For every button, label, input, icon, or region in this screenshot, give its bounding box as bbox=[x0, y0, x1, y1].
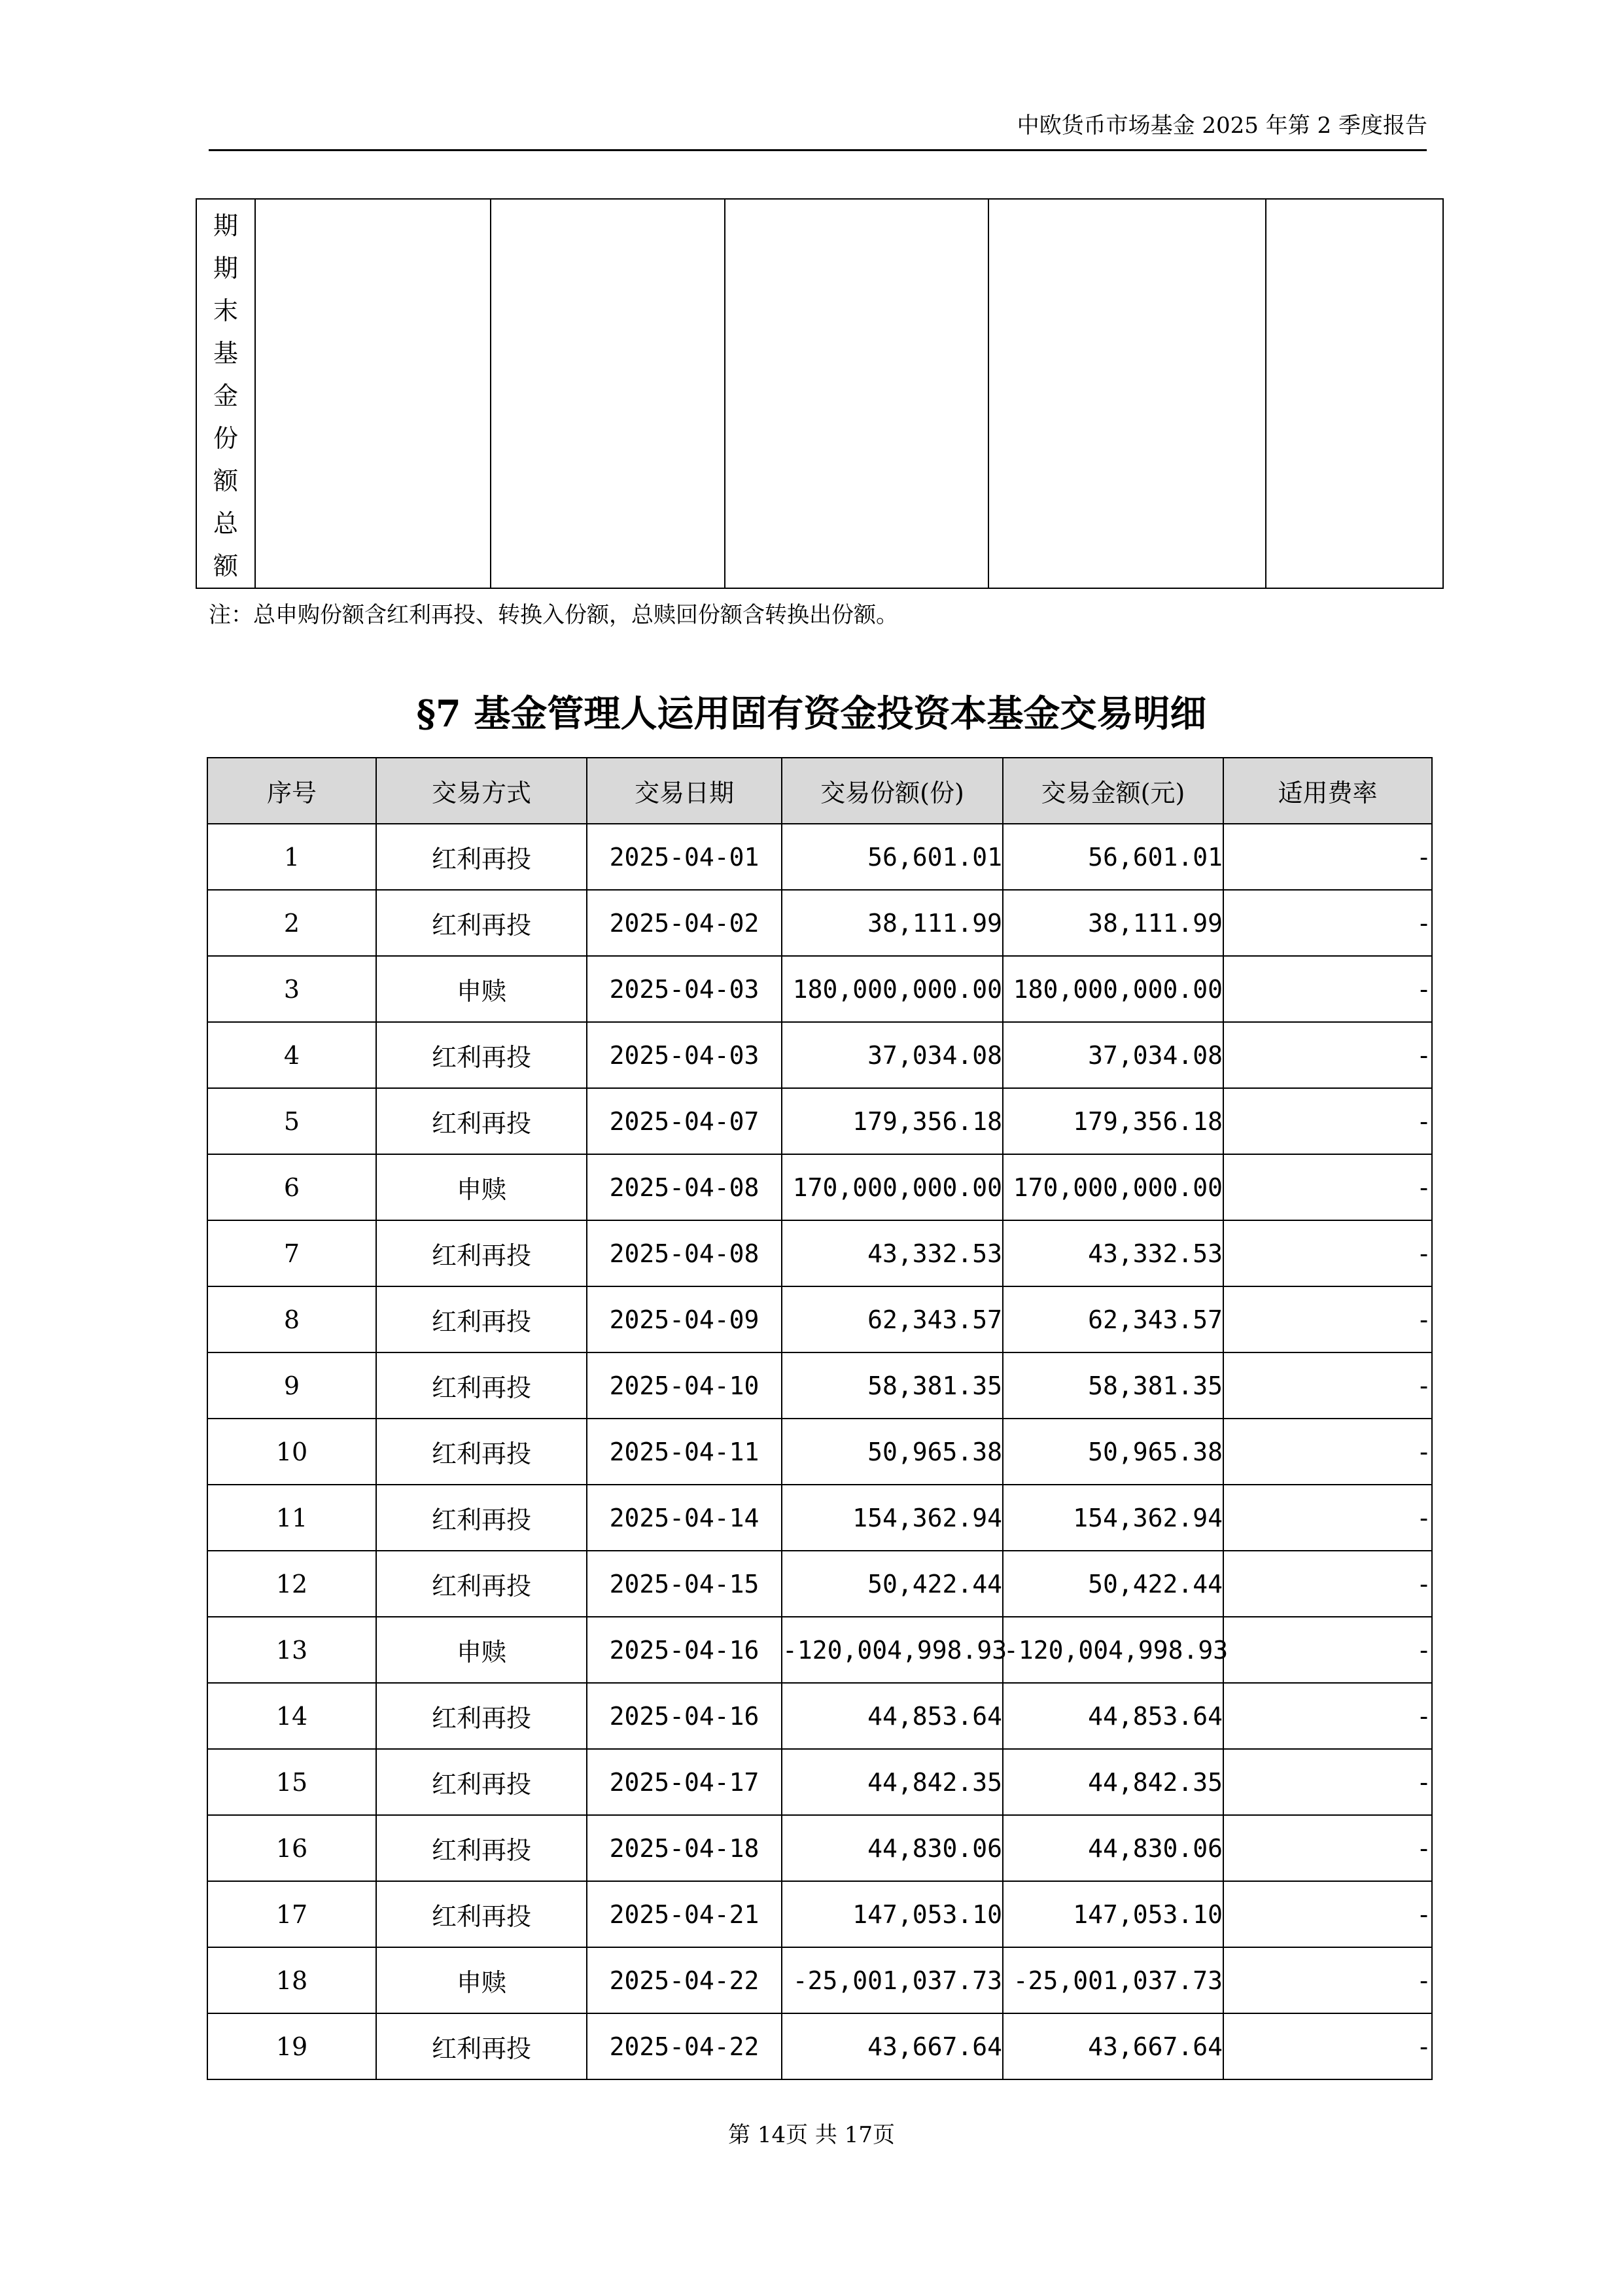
table-row bbox=[196, 199, 1443, 588]
cell-no: 12 bbox=[207, 1551, 376, 1617]
vertical-label-cell bbox=[196, 199, 255, 588]
cell-no: 14 bbox=[207, 1683, 376, 1749]
cell-fee: - bbox=[1223, 1947, 1432, 2013]
empty-cell bbox=[255, 199, 491, 588]
cell-type: 红利再投 bbox=[376, 1683, 587, 1749]
cell-no: 6 bbox=[207, 1154, 376, 1220]
cell-date: 2025-04-21 bbox=[587, 1881, 782, 1947]
cell-date: 2025-04-22 bbox=[587, 1947, 782, 2013]
cell-no: 7 bbox=[207, 1220, 376, 1286]
cell-date: 2025-04-08 bbox=[587, 1154, 782, 1220]
cell-no: 5 bbox=[207, 1088, 376, 1154]
table-row bbox=[207, 1815, 1432, 1881]
cell-no: 15 bbox=[207, 1749, 376, 1815]
vertical-label-char: 基 bbox=[213, 339, 238, 368]
cell-shares: 58,381.35 bbox=[782, 1352, 1003, 1419]
table-row bbox=[207, 824, 1432, 890]
cell-type: 红利再投 bbox=[376, 1419, 587, 1485]
header-shares: 交易份额(份) bbox=[782, 758, 1003, 824]
cell-shares: 37,034.08 bbox=[782, 1022, 1003, 1088]
cell-date: 2025-04-08 bbox=[587, 1220, 782, 1286]
cell-amount: -25,001,037.73 bbox=[1003, 1947, 1223, 2013]
cell-type: 红利再投 bbox=[376, 1286, 587, 1352]
header-fee: 适用费率 bbox=[1223, 758, 1432, 824]
cell-date: 2025-04-09 bbox=[587, 1286, 782, 1352]
vertical-label-char: 期 bbox=[213, 211, 238, 240]
table-row bbox=[207, 956, 1432, 1022]
cell-shares: 62,343.57 bbox=[782, 1286, 1003, 1352]
cell-fee: - bbox=[1223, 956, 1432, 1022]
cell-date: 2025-04-18 bbox=[587, 1815, 782, 1881]
cell-fee: - bbox=[1223, 1286, 1432, 1352]
cell-fee: - bbox=[1223, 1352, 1432, 1419]
cell-shares: 50,422.44 bbox=[782, 1551, 1003, 1617]
cell-fee: - bbox=[1223, 1419, 1432, 1485]
cell-amount: 43,332.53 bbox=[1003, 1220, 1223, 1286]
cell-fee: - bbox=[1223, 824, 1432, 890]
table-row bbox=[207, 890, 1432, 956]
header-no: 序号 bbox=[207, 758, 376, 824]
cell-amount: 44,830.06 bbox=[1003, 1815, 1223, 1881]
table-row bbox=[207, 1881, 1432, 1947]
cell-type: 申赎 bbox=[376, 1154, 587, 1220]
table-row bbox=[207, 1485, 1432, 1551]
cell-fee: - bbox=[1223, 1881, 1432, 1947]
cell-date: 2025-04-16 bbox=[587, 1617, 782, 1683]
cell-no: 18 bbox=[207, 1947, 376, 2013]
page-header-title: 中欧货币市场基金 2025 年第 2 季度报告 bbox=[1017, 113, 1427, 139]
cell-no: 8 bbox=[207, 1286, 376, 1352]
vertical-label-char: 金 bbox=[213, 381, 238, 410]
cell-date: 2025-04-16 bbox=[587, 1683, 782, 1749]
table-row bbox=[207, 1022, 1432, 1088]
cell-shares: 170,000,000.00 bbox=[782, 1154, 1003, 1220]
cell-type: 申赎 bbox=[376, 1617, 587, 1683]
cell-type: 红利再投 bbox=[376, 824, 587, 890]
cell-no: 1 bbox=[207, 824, 376, 890]
cell-amount: 37,034.08 bbox=[1003, 1022, 1223, 1088]
cell-amount: -120,004,998.93 bbox=[1003, 1617, 1223, 1683]
table-row bbox=[207, 1419, 1432, 1485]
cell-amount: 62,343.57 bbox=[1003, 1286, 1223, 1352]
cell-amount: 180,000,000.00 bbox=[1003, 956, 1223, 1022]
table-row bbox=[207, 1220, 1432, 1286]
cell-type: 红利再投 bbox=[376, 890, 587, 956]
cell-amount: 147,053.10 bbox=[1003, 1881, 1223, 1947]
cell-type: 申赎 bbox=[376, 1947, 587, 2013]
table-row bbox=[207, 1088, 1432, 1154]
cell-type: 红利再投 bbox=[376, 1551, 587, 1617]
vertical-label-char: 额 bbox=[213, 552, 238, 580]
section-title: §7 基金管理人运用固有资金投资本基金交易明细 bbox=[416, 692, 1207, 735]
empty-cell bbox=[725, 199, 988, 588]
cell-no: 17 bbox=[207, 1881, 376, 1947]
vertical-label-char: 份 bbox=[213, 424, 238, 453]
table-row bbox=[207, 1749, 1432, 1815]
cell-fee: - bbox=[1223, 1815, 1432, 1881]
empty-cell bbox=[988, 199, 1266, 588]
vertical-label-char: 总 bbox=[213, 509, 238, 538]
cell-fee: - bbox=[1223, 1220, 1432, 1286]
cell-date: 2025-04-22 bbox=[587, 2013, 782, 2079]
cell-shares: -120,004,998.93 bbox=[782, 1617, 1003, 1683]
empty-cell bbox=[491, 199, 725, 588]
cell-date: 2025-04-03 bbox=[587, 1022, 782, 1088]
cell-type: 红利再投 bbox=[376, 1220, 587, 1286]
cell-date: 2025-04-01 bbox=[587, 824, 782, 890]
cell-date: 2025-04-03 bbox=[587, 956, 782, 1022]
cell-shares: 43,332.53 bbox=[782, 1220, 1003, 1286]
cell-date: 2025-04-17 bbox=[587, 1749, 782, 1815]
cell-shares: 179,356.18 bbox=[782, 1088, 1003, 1154]
cell-amount: 38,111.99 bbox=[1003, 890, 1223, 956]
cell-amount: 154,362.94 bbox=[1003, 1485, 1223, 1551]
cell-no: 2 bbox=[207, 890, 376, 956]
cell-type: 红利再投 bbox=[376, 1881, 587, 1947]
table-row bbox=[207, 1683, 1432, 1749]
cell-amount: 58,381.35 bbox=[1003, 1352, 1223, 1419]
table-note: 注：总申购份额含红利再投、转换入份额，总赎回份额含转换出份额。 bbox=[209, 602, 898, 628]
page-footer: 第 14页 共 17页 bbox=[728, 2122, 895, 2148]
cell-amount: 50,422.44 bbox=[1003, 1551, 1223, 1617]
cell-type: 红利再投 bbox=[376, 1485, 587, 1551]
table-row bbox=[207, 1154, 1432, 1220]
cell-date: 2025-04-11 bbox=[587, 1419, 782, 1485]
cell-date: 2025-04-02 bbox=[587, 890, 782, 956]
cell-no: 4 bbox=[207, 1022, 376, 1088]
cell-amount: 179,356.18 bbox=[1003, 1088, 1223, 1154]
cell-type: 红利再投 bbox=[376, 1088, 587, 1154]
table-row bbox=[207, 1352, 1432, 1419]
cell-shares: 56,601.01 bbox=[782, 824, 1003, 890]
vertical-label bbox=[197, 200, 254, 588]
cell-shares: 154,362.94 bbox=[782, 1485, 1003, 1551]
cell-shares: 38,111.99 bbox=[782, 890, 1003, 956]
cell-no: 9 bbox=[207, 1352, 376, 1419]
cell-type: 红利再投 bbox=[376, 2013, 587, 2079]
cell-no: 13 bbox=[207, 1617, 376, 1683]
cell-amount: 43,667.64 bbox=[1003, 2013, 1223, 2079]
cell-type: 红利再投 bbox=[376, 1749, 587, 1815]
cell-fee: - bbox=[1223, 2013, 1432, 2079]
cell-no: 19 bbox=[207, 2013, 376, 2079]
vertical-label-char: 末 bbox=[213, 296, 238, 325]
table-row bbox=[207, 1617, 1432, 1683]
cell-amount: 50,965.38 bbox=[1003, 1419, 1223, 1485]
table-row bbox=[207, 1947, 1432, 2013]
cell-fee: - bbox=[1223, 1022, 1432, 1088]
cell-type: 红利再投 bbox=[376, 1815, 587, 1881]
cell-no: 3 bbox=[207, 956, 376, 1022]
cell-type: 红利再投 bbox=[376, 1352, 587, 1419]
cell-fee: - bbox=[1223, 1617, 1432, 1683]
cell-fee: - bbox=[1223, 1154, 1432, 1220]
header-date: 交易日期 bbox=[587, 758, 782, 824]
continuation-table bbox=[196, 198, 1444, 589]
cell-date: 2025-04-15 bbox=[587, 1551, 782, 1617]
cell-date: 2025-04-14 bbox=[587, 1485, 782, 1551]
cell-shares: 44,830.06 bbox=[782, 1815, 1003, 1881]
cell-shares: 147,053.10 bbox=[782, 1881, 1003, 1947]
cell-amount: 44,853.64 bbox=[1003, 1683, 1223, 1749]
cell-date: 2025-04-07 bbox=[587, 1088, 782, 1154]
cell-shares: -25,001,037.73 bbox=[782, 1947, 1003, 2013]
cell-date: 2025-04-10 bbox=[587, 1352, 782, 1419]
cell-amount: 56,601.01 bbox=[1003, 824, 1223, 890]
cell-fee: - bbox=[1223, 1485, 1432, 1551]
table-row bbox=[207, 2013, 1432, 2079]
cell-fee: - bbox=[1223, 1683, 1432, 1749]
cell-amount: 170,000,000.00 bbox=[1003, 1154, 1223, 1220]
table-header-row bbox=[207, 758, 1432, 824]
transactions-table bbox=[207, 757, 1433, 2080]
vertical-label-char: 期 bbox=[213, 254, 238, 283]
table-row bbox=[207, 1551, 1432, 1617]
cell-no: 11 bbox=[207, 1485, 376, 1551]
cell-amount: 44,842.35 bbox=[1003, 1749, 1223, 1815]
header-amount: 交易金额(元) bbox=[1003, 758, 1223, 824]
empty-cell bbox=[1266, 199, 1443, 588]
cell-fee: - bbox=[1223, 1551, 1432, 1617]
cell-shares: 43,667.64 bbox=[782, 2013, 1003, 2079]
cell-shares: 44,842.35 bbox=[782, 1749, 1003, 1815]
header-rule bbox=[209, 149, 1427, 151]
cell-shares: 44,853.64 bbox=[782, 1683, 1003, 1749]
vertical-label-char: 额 bbox=[213, 467, 238, 495]
cell-fee: - bbox=[1223, 1749, 1432, 1815]
cell-shares: 50,965.38 bbox=[782, 1419, 1003, 1485]
header-type: 交易方式 bbox=[376, 758, 587, 824]
cell-fee: - bbox=[1223, 890, 1432, 956]
cell-type: 申赎 bbox=[376, 956, 587, 1022]
table-row bbox=[207, 1286, 1432, 1352]
cell-fee: - bbox=[1223, 1088, 1432, 1154]
cell-shares: 180,000,000.00 bbox=[782, 956, 1003, 1022]
cell-type: 红利再投 bbox=[376, 1022, 587, 1088]
cell-no: 10 bbox=[207, 1419, 376, 1485]
cell-no: 16 bbox=[207, 1815, 376, 1881]
